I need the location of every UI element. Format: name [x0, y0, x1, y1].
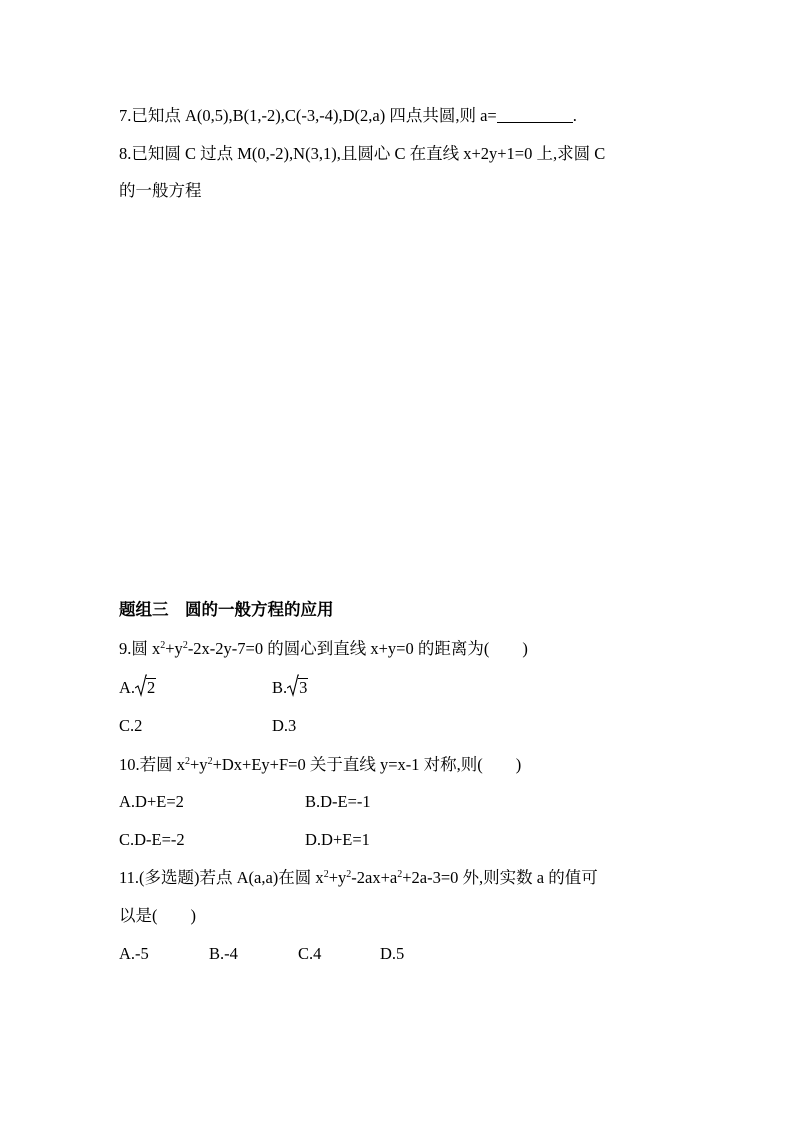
- q11-part-d: +2a-3=0 外,则实数 a 的值可: [402, 868, 598, 887]
- q10-sup-1: 2: [185, 756, 190, 767]
- q7-end: .: [572, 106, 577, 125]
- q10-part-b: +y: [190, 755, 208, 774]
- q9-part-a: 9.圆 x: [119, 639, 161, 658]
- sqrt-symbol: [135, 677, 156, 699]
- radical-sign-icon: [135, 674, 147, 698]
- radical-sign-icon: [287, 674, 299, 698]
- q9-option-b-label: B.: [272, 678, 288, 697]
- q11-sup-3: 2: [397, 869, 403, 880]
- q9-sup-1: 2: [160, 640, 166, 651]
- q11-options-row: [119, 943, 519, 965]
- q11-part-c: -2ax+a: [351, 868, 398, 887]
- q10-options-row-1: [119, 791, 519, 813]
- answer-blank[interactable]: [497, 108, 573, 123]
- question-11-line-2: 以是( ): [119, 906, 196, 925]
- q10-sup-2: 2: [207, 756, 213, 767]
- q9-part-c: -2x-2y-7=0 的圆心到直线 x+y=0 的距离为( ): [187, 639, 528, 658]
- question-9: [119, 638, 528, 660]
- q11-option-a[interactable]: A.-5: [119, 944, 149, 963]
- q10-option-d[interactable]: D.D+E=1: [305, 830, 370, 849]
- q11-part-b: +y: [328, 868, 347, 887]
- q10-part-c: +Dx+Ey+F=0 关于直线 y=x-1 对称,则( ): [212, 755, 522, 774]
- q9-options-row-1: [119, 677, 519, 703]
- q9-option-b[interactable]: [272, 677, 308, 699]
- q11-option-b[interactable]: B.-4: [209, 944, 238, 963]
- q9-option-b-radicand: 3: [299, 678, 308, 697]
- q7-text: 7.已知点 A(0,5),B(1,-2),C(-3,-4),D(2,a) 四点共圆,则 a=: [119, 106, 497, 125]
- section-heading: 题组三 圆的一般方程的应用: [119, 600, 334, 619]
- q9-option-c[interactable]: C.2: [119, 716, 143, 735]
- q9-options-row-2: [119, 715, 519, 737]
- q11-option-c[interactable]: C.4: [298, 944, 322, 963]
- q11-sup-1: 2: [323, 869, 329, 880]
- question-11-line-1: [119, 867, 598, 889]
- q10-part-a: 10.若圆 x: [119, 755, 185, 774]
- q9-sup-2: 2: [182, 640, 188, 651]
- q9-option-a-label: A.: [119, 678, 136, 697]
- q9-option-a-radicand: 2: [147, 678, 156, 697]
- question-8-line-2: 的一般方程: [119, 181, 202, 200]
- sqrt-symbol: [287, 677, 308, 699]
- question-8-line-1: 8.已知圆 C 过点 M(0,-2),N(3,1),且圆心 C 在直线 x+2y+1=0 上,求圆 C: [119, 144, 606, 163]
- q11-part-a: 11.(多选题)若点 A(a,a)在圆 x: [119, 868, 324, 887]
- q10-options-row-2: [119, 829, 519, 851]
- q9-option-d[interactable]: D.3: [272, 716, 297, 735]
- q11-sup-2: 2: [346, 869, 352, 880]
- question-10: [119, 754, 521, 776]
- q10-option-b[interactable]: B.D-E=-1: [305, 792, 371, 811]
- q10-option-c[interactable]: C.D-E=-2: [119, 830, 185, 849]
- q9-part-b: +y: [165, 639, 183, 658]
- question-7: [119, 105, 577, 127]
- q10-option-a[interactable]: A.D+E=2: [119, 792, 184, 811]
- q9-option-a[interactable]: [119, 677, 156, 699]
- q11-option-d[interactable]: D.5: [380, 944, 405, 963]
